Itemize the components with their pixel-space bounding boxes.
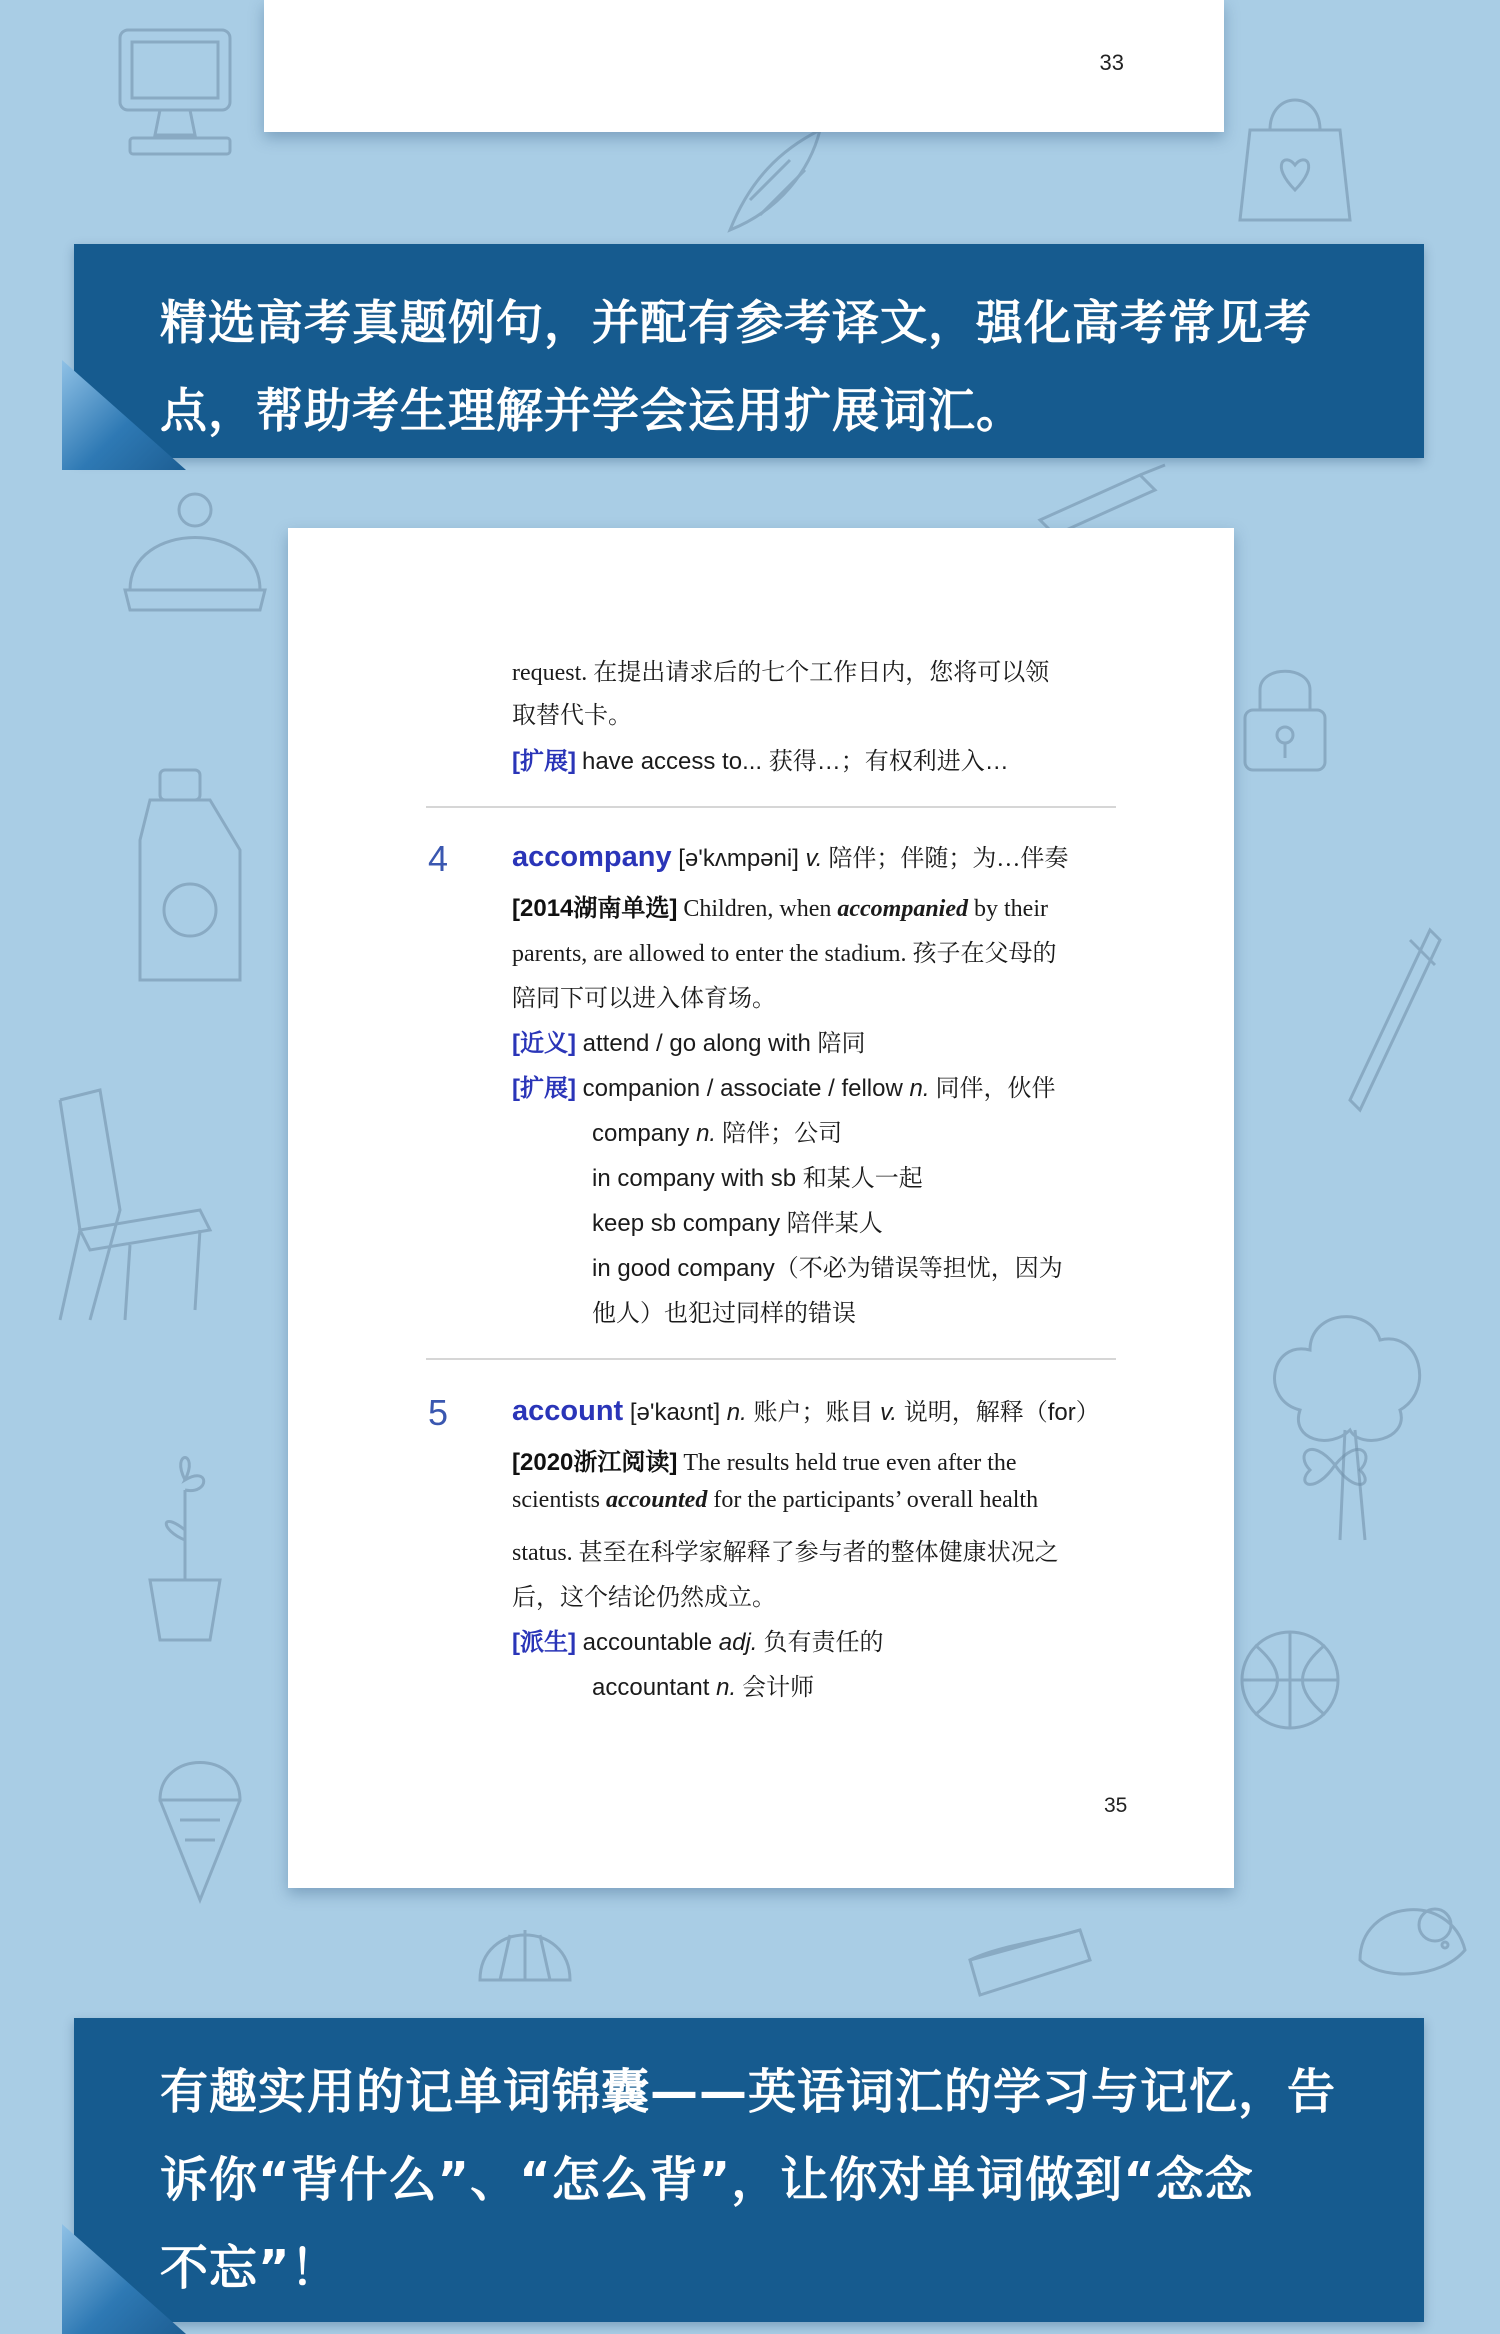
part-of-speech: adj. [718, 1629, 758, 1656]
hat-icon [110, 470, 280, 620]
expand-text: have access to... 获得…；有权利进入… [581, 748, 1009, 775]
example-line [512, 1442, 1017, 1477]
prev-entry-expand [512, 741, 1009, 776]
entry-number: 4 [428, 838, 449, 879]
derivative-text: accountant [592, 1674, 717, 1701]
derivative-text: accountable [575, 1629, 719, 1656]
expand-line [512, 1068, 1056, 1103]
book-page-main [288, 528, 1234, 1888]
entry-headline [512, 838, 1068, 874]
expand-line: 他人）也犯过同样的错误 [592, 1301, 856, 1327]
example-text: The results held true even after the [677, 1450, 1017, 1476]
lock-icon [1230, 660, 1340, 780]
derivative-tag: [派生] [512, 1629, 576, 1656]
expand-tag: [扩展] [512, 748, 576, 775]
chair-icon [20, 1080, 220, 1330]
flower-pot-icon [120, 1440, 250, 1650]
basketball-icon [1230, 1620, 1350, 1740]
example-line: status. 甚至在科学家解释了参与者的整体健康状况之 [512, 1540, 1059, 1566]
example-line [512, 1487, 1038, 1514]
phonetic: [ə'kʌmpəni] [671, 845, 806, 872]
meaning: 说明，解释（for） [897, 1399, 1100, 1426]
entry-divider [426, 806, 1116, 808]
meaning: 同伴，伙伴 [929, 1076, 1056, 1102]
meaning: 陪伴；伴随；为…伴奏 [822, 846, 1069, 872]
exam-source: [2014湖南单选] [512, 895, 678, 922]
bag-icon [1230, 80, 1360, 230]
derivative-line [592, 1667, 814, 1702]
example-keyword: accompanied [837, 896, 968, 922]
banner-text: 有趣实用的记单词锦囊——英语词汇的学习与记忆，告 诉你“背什么”、“怎么背”，让你对单词做到“念念 不忘”！ [160, 2064, 1337, 2296]
exam-source: [2020浙江阅读] [512, 1449, 678, 1476]
page-number: 33 [1099, 50, 1124, 75]
page-number: 35 [1104, 1794, 1128, 1817]
example-text: scientists [512, 1487, 606, 1513]
computer-icon [100, 20, 260, 170]
cake-icon [960, 1900, 1100, 2010]
example-line: 后，这个结论仍然成立。 [512, 1585, 776, 1611]
bottle-icon [120, 760, 260, 990]
prev-entry-line: 取替代卡。 [512, 703, 632, 729]
feature-banner-2 [74, 2018, 1424, 2322]
part-of-speech: n. [716, 1674, 737, 1701]
expand-text: companion / associate / fellow [575, 1075, 910, 1102]
part-of-speech: v. [880, 1399, 898, 1426]
shell-icon [470, 1900, 580, 2000]
part-of-speech: n. [909, 1075, 930, 1102]
ice-cream-icon [140, 1740, 260, 1910]
prev-entry-line: request. 在提出请求后的七个工作日内，您将可以领 [512, 660, 1050, 686]
synonym-line [512, 1023, 865, 1058]
expand-text: company [592, 1120, 697, 1147]
expand-line [592, 1113, 842, 1148]
derivative-line [512, 1622, 883, 1657]
synonym-tag: [近义] [512, 1030, 576, 1057]
expand-line: keep sb company 陪伴某人 [592, 1210, 883, 1237]
tree-icon [1260, 1300, 1440, 1550]
butterfly-icon [1290, 1430, 1380, 1500]
phonetic: [ə'kaʊnt] [623, 1399, 727, 1426]
toothbrush-icon [1340, 920, 1450, 1120]
headword: account [512, 1395, 624, 1427]
meaning: 陪伴；公司 [716, 1121, 843, 1147]
example-line [512, 888, 1048, 923]
part-of-speech: n. [726, 1399, 747, 1426]
mouse-icon [1340, 1870, 1480, 1990]
expand-line: in company with sb 和某人一起 [592, 1165, 923, 1192]
synonym-text: attend / go along with 陪同 [575, 1030, 866, 1057]
expand-tag: [扩展] [512, 1075, 576, 1102]
example-line: parents, are allowed to enter the stadium. 孩子在父母的 [512, 941, 1057, 967]
feature-banner-1 [74, 244, 1424, 458]
banner-text: 精选高考真题例句，并配有参考译文，强化高考常见考 点，帮助考生理解并学会运用扩展词汇。 [160, 296, 1312, 439]
meaning: 会计师 [736, 1675, 815, 1701]
part-of-speech: v. [805, 845, 823, 872]
book-page-top [264, 0, 1224, 132]
corn-icon [710, 120, 830, 240]
entry-divider [426, 1358, 1116, 1360]
headword: accompany [512, 841, 672, 873]
example-text: by their [968, 896, 1048, 922]
entry-number: 5 [428, 1392, 449, 1433]
expand-line: in good company（不必为错误等担忧，因为 [592, 1255, 1063, 1282]
example-text: Children, when [677, 896, 838, 922]
meaning: 账户；账目 [746, 1399, 881, 1426]
example-line: 陪同下可以进入体育场。 [512, 986, 776, 1012]
example-keyword: accounted [606, 1487, 708, 1513]
entry-headline [512, 1392, 1100, 1428]
part-of-speech: n. [696, 1120, 717, 1147]
example-text: for the participants’ overall health [707, 1487, 1039, 1513]
meaning: 负有责任的 [757, 1630, 884, 1656]
